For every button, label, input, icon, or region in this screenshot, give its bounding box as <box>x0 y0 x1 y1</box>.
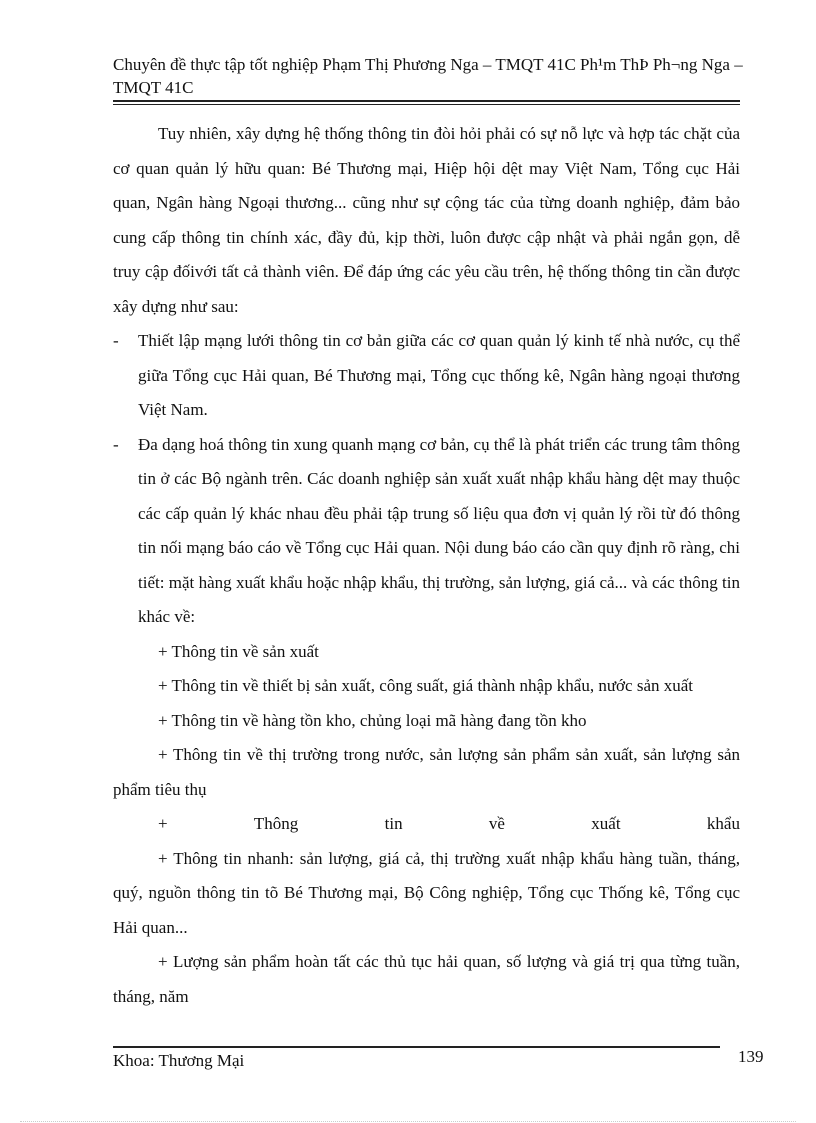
spread-word: khẩu <box>706 814 740 833</box>
bullet-item <box>113 324 740 428</box>
plus-item-spread <box>113 807 740 842</box>
header-rule-thick <box>113 100 740 102</box>
header-rule-thin <box>113 104 740 105</box>
plus-item: + Thông tin nhanh: sản lượng, giá cả, thị trường xuất nhập khẩu hàng tuần, tháng, quý, nguồn thông tin tõ Bé Thương mại, Bộ Công nghiệp, Tổng cục Thống kê, Tổng cục Hải quan... <box>113 848 740 937</box>
bullet-item <box>113 428 740 635</box>
plus-item: + Thông tin về hàng tồn kho, chủng loại mã hàng đang tồn kho <box>158 710 587 730</box>
bullet-text: Đa dạng hoá thông tin xung quanh mạng cơ bản, cụ thể là phát triển các trung tâm thông tin ở các Bộ ngành trên. Các doanh nghiệp sản xuất xuất nhập khẩu hàng dệt may thuộc các cấp quản lý khác nhau đều phải tập trung số liệu qua đơn vị quản lý rồi từ đó thông tin nối mạng báo cáo về Tổng cục Hải quan. Nội dung báo cáo cần quy định rõ ràng, chi tiết: mặt hàng xuất khẩu hoặc nhập khẩu, thị trường, sản lượng, giá cả... và các thông tin khác về: <box>138 434 740 626</box>
paragraph-intro: Tuy nhiên, xây dựng hệ thống thông tin đòi hỏi phải có sự nỗ lực và hợp tác chặt của cơ quan quản lý hữu quan: Bé Thương mại, Hiệp hội dệt may Việt Nam, Tổng cục Hải quan, Ngân hàng Ngoại thương... cũng như sự cộng tác của từng doanh nghiệp, đảm bảo cung cấp thông tin chính xác, đầy đủ, kịp thời, luôn được cập nhật và phải ngắn gọn, dễ truy cập đốivới tất cả thành viên. Để đáp ứng các yêu cầu trên, hệ thống thông tin cần được xây dựng như sau: <box>113 124 740 316</box>
page-number: 139 <box>738 1047 764 1066</box>
bullet-text: Thiết lập mạng lưới thông tin cơ bản giữa các cơ quan quản lý kinh tế nhà nước, cụ thể giữa Tổng cục Hải quan, Bé Thương mại, Tổng cục thống kê, Ngân hàng ngoại thương Việt Nam. <box>138 331 740 419</box>
page-header: Chuyên đề thực tập tốt nghiệp Phạm Thị Phương Nga – TMQT 41C Ph¹m ThÞ Ph¬ng Nga – TMQT 41C <box>113 55 743 97</box>
footer-rule <box>113 1046 720 1048</box>
plus-item: + Thông tin về thiết bị sản xuất, công suất, giá thành nhập khẩu, nước sản xuất <box>158 676 694 695</box>
spread-word: về <box>488 814 505 833</box>
footer-department: Khoa: Thương Mại <box>113 1051 245 1070</box>
document-body <box>113 117 740 1014</box>
page-edge-divider <box>20 1121 796 1122</box>
spread-word: xuất <box>591 814 621 833</box>
spread-word: + <box>158 814 168 833</box>
plus-item: + Thông tin về sản xuất <box>158 641 319 661</box>
spread-word: Thông <box>253 814 299 833</box>
bullet-marker: - <box>113 434 119 454</box>
plus-item: + Lượng sản phẩm hoàn tất các thủ tục hải quan, số lượng và giá trị qua từng tuần, tháng, năm <box>113 952 740 1006</box>
plus-item: + Thông tin về thị trường trong nước, sản lượng sản phẩm sản xuất, sản lượng sản phẩm tiêu thụ <box>113 745 740 799</box>
bullet-marker: - <box>113 331 119 350</box>
spread-word: tin <box>384 814 403 833</box>
